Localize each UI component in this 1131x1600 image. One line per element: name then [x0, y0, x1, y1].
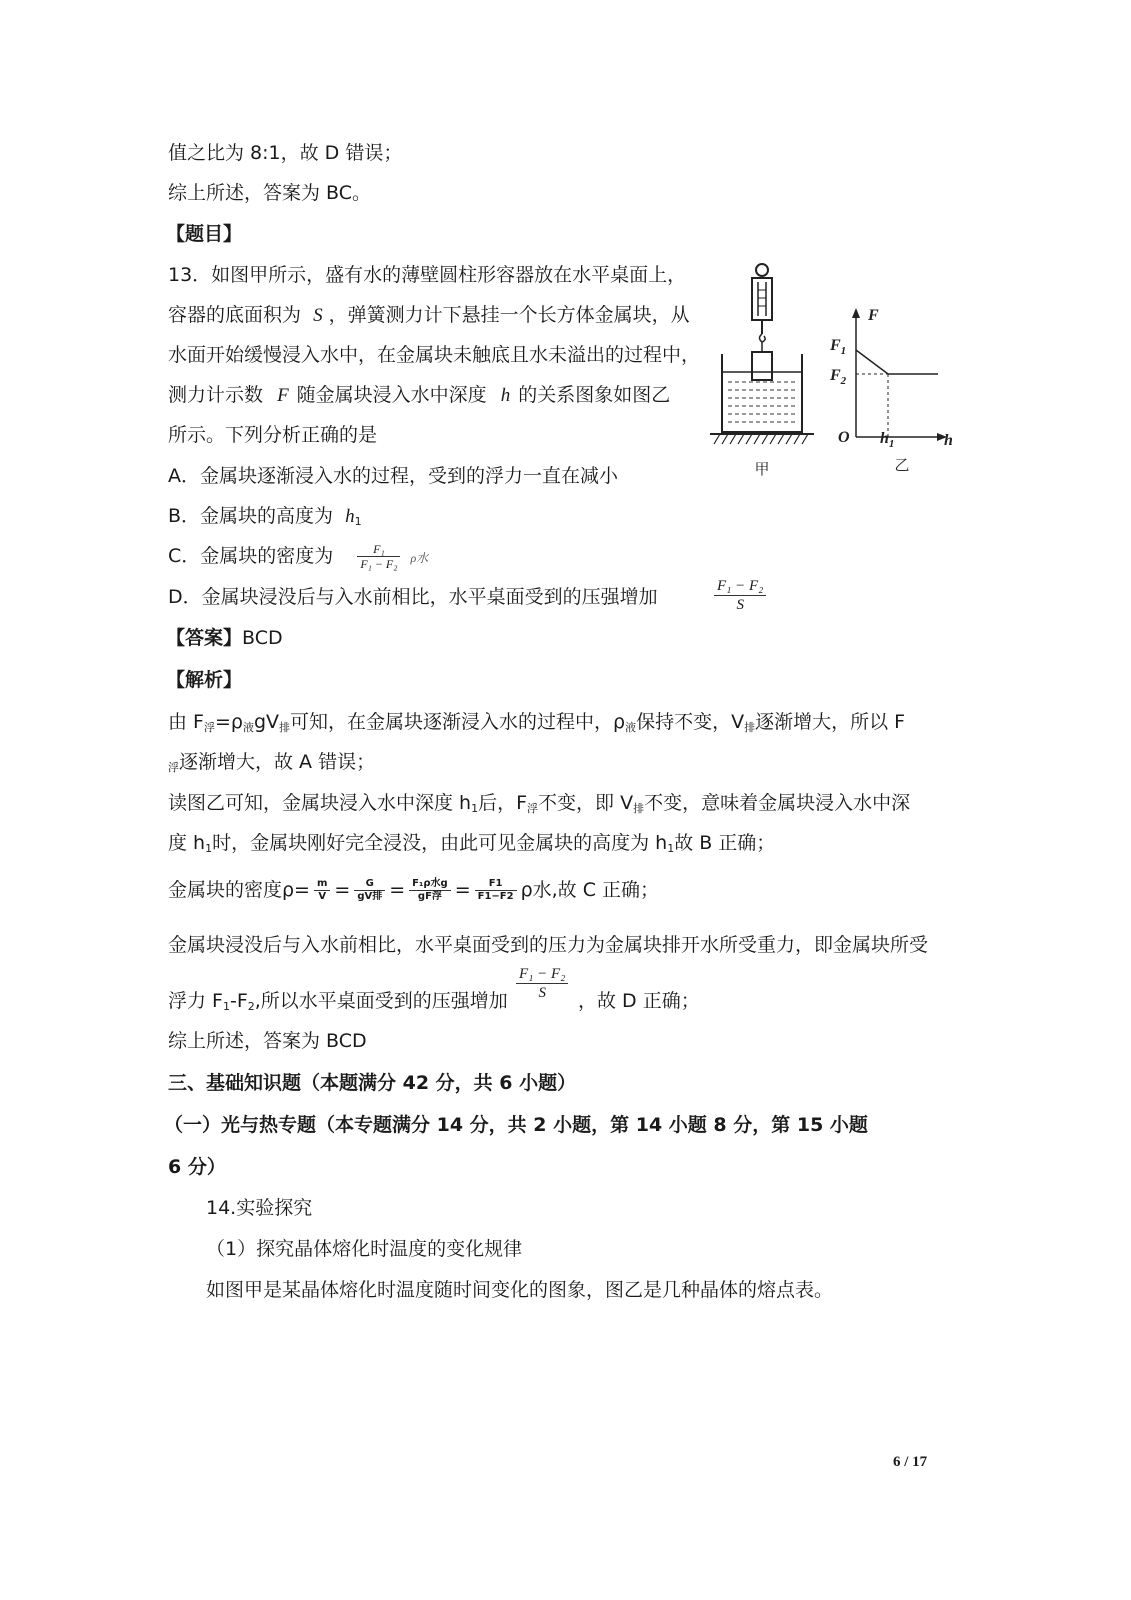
option-c-num: F₁ — [357, 542, 400, 557]
q-text: 容器的底面积为 — [168, 304, 302, 326]
a-sub: 2 — [247, 1000, 255, 1013]
f2-letter: F — [830, 367, 841, 384]
q-text: ，弹簧测力计下悬挂一个长方体金属块，从 — [328, 304, 690, 326]
option-b-text: B．金属块的高度为 — [168, 505, 334, 527]
page-number: 6 / 17 — [893, 1454, 928, 1470]
frac-num: F₁ρ水g — [409, 878, 451, 891]
a-sub: 液 — [242, 721, 254, 734]
a-text: 故 B 正确； — [674, 832, 776, 854]
q14-description: 如图甲是某晶体熔化时温度随时间变化的图象，图乙是几种晶体的熔点表。 — [206, 1279, 834, 1301]
a-sub: 1 — [205, 842, 213, 855]
question-line-2 — [168, 301, 690, 330]
answer-value: BCD — [242, 627, 283, 649]
density-frac-4 — [475, 878, 517, 903]
section-subtitle-2: 6 分） — [168, 1156, 226, 1178]
density-frac-2 — [354, 878, 385, 903]
frac-num: F₁ − F₂ — [516, 965, 568, 984]
analysis-line-7-end: ，故 D 正确； — [578, 990, 700, 1012]
origin-label: O — [838, 429, 850, 446]
a-text: 时，金属块刚好完全浸没，由此可见金属块的高度为 h — [212, 832, 668, 854]
metal-block — [752, 352, 772, 380]
table-hatching — [714, 434, 808, 444]
section-title: 三、基础知识题（本题满分 42 分，共 6 小题） — [168, 1072, 577, 1094]
option-b — [168, 502, 362, 536]
option-c-rho: ρ水 — [410, 551, 429, 565]
option-b-var: h — [345, 506, 355, 527]
option-c — [168, 538, 428, 576]
analysis-pressure-fraction — [516, 965, 568, 1002]
a-text: ,所以水平桌面受到的压强增加 — [254, 990, 508, 1012]
option-a: A．金属块逐渐浸入水的过程，受到的浮力一直在减小 — [168, 465, 618, 487]
h1-letter: h — [880, 430, 889, 447]
analysis-line-8: 综上所述，答案为 BCD — [168, 1030, 367, 1052]
var-s: S — [313, 305, 323, 326]
a-sub: 浮 — [168, 761, 179, 774]
a-text: 可知，在金属块逐渐浸入水的过程中，ρ — [290, 711, 626, 733]
option-d: D．金属块浸没后与入水前相比，水平桌面受到的压强增加 — [168, 586, 658, 608]
q14-part-1: （1）探究晶体熔化时温度的变化规律 — [206, 1238, 523, 1260]
section-subtitle-1: （一）光与热专题（本专题满分 14 分，共 2 小题，第 14 小题 8 分，第 15 小题 — [164, 1114, 868, 1136]
option-c-fraction — [357, 542, 400, 571]
question-line-5: 所示。下列分析正确的是 — [168, 424, 378, 446]
a-sub: 浮 — [527, 802, 539, 815]
figure-yi-graph — [826, 300, 961, 480]
a-sub: 液 — [625, 721, 637, 734]
f2-sub: 2 — [840, 375, 847, 387]
var-h: h — [500, 385, 511, 406]
a-sub: 排 — [279, 721, 291, 734]
prev-line-1: 值之比为 8:1，故 D 错误； — [168, 142, 403, 164]
spring-scale-body — [752, 278, 772, 320]
frac-den: F1−F2 — [477, 891, 514, 902]
analysis-line-3 — [168, 789, 910, 823]
figure-yi-label: 乙 — [894, 456, 910, 474]
option-d-num: F₁ − F₂ — [714, 577, 766, 596]
a-text: 浮力 F — [168, 990, 223, 1012]
analysis-line-1 — [168, 708, 905, 742]
option-d-den: S — [736, 597, 744, 613]
force-curve — [856, 350, 938, 374]
density-frac-1 — [314, 878, 330, 903]
analysis-line-6: 金属块浸没后与入水前相比，水平桌面受到的压力为金属块排开水所受重力，即金属块所受 — [168, 934, 929, 956]
a-text: gV — [253, 711, 280, 733]
frac-num: G — [354, 878, 385, 891]
axis-f-label: F — [868, 307, 879, 324]
water-dashes — [728, 382, 796, 422]
question-line-3: 水面开始缓慢浸入水中，在金属块未触底且水未溢出的过程中， — [168, 344, 701, 366]
y-axis-arrow — [852, 308, 860, 318]
f2-label — [829, 367, 847, 387]
q-text: 随金属块浸入水中深度 — [296, 384, 487, 406]
a-text: 后，F — [478, 792, 528, 814]
var-f: F — [277, 385, 289, 406]
hook-icon — [760, 334, 766, 342]
a-text: 保持不变，V — [636, 711, 745, 733]
a-sub: 排 — [633, 802, 645, 815]
frac-den: V — [318, 891, 327, 902]
a-sub: 浮 — [203, 721, 215, 734]
a-text: 度 h — [168, 832, 206, 854]
analysis-line-5: 金属块的密度ρ= $\frac{m}{V}$ = $\frac{G}{\text{gV排}}$ = $\frac{\text{F₁ρ水g}}{\text{gF浮}}$ = $\frac{F1}{F1-F2}$ ρ水,故 C 正确； — [168, 878, 660, 902]
spring-scale-ring — [756, 264, 768, 276]
question-heading: 【题目】 — [166, 223, 243, 245]
analysis-line-4 — [168, 829, 775, 863]
h1-sub: 1 — [888, 438, 895, 450]
option-d-fraction — [714, 577, 766, 614]
figure-jia-label: 甲 — [754, 460, 770, 478]
frac-den: gF浮 — [417, 891, 442, 902]
a-text: 金属块的密度ρ= — [168, 879, 310, 901]
option-c-den: F₁ − F₂ — [360, 557, 398, 571]
a-text: =ρ — [214, 711, 243, 733]
h1-label — [880, 430, 894, 450]
axis-h-label: h — [944, 432, 953, 449]
option-b-sub: 1 — [354, 515, 362, 528]
a-sub: 1 — [667, 842, 675, 855]
frac-num: m — [314, 878, 330, 891]
q-text: 测力计示数 — [168, 384, 264, 406]
a-text: -F — [229, 990, 248, 1012]
figure-jia — [706, 262, 818, 480]
a-text: 读图乙可知，金属块浸入水中深度 h — [168, 792, 472, 814]
answer-line — [166, 624, 283, 652]
a-text: 逐渐增大，故 A 错误； — [179, 751, 376, 773]
a-sub: 1 — [471, 802, 479, 815]
a-text: 逐渐增大，所以 F — [755, 711, 906, 733]
f1-label — [829, 337, 846, 357]
q-text: 的关系图象如图乙 — [518, 384, 671, 406]
f1-letter: F — [830, 337, 841, 354]
frac-den: gV排 — [357, 891, 383, 902]
q14-title: 14.实验探究 — [206, 1197, 313, 1219]
prev-line-2: 综上所述，答案为 BC。 — [168, 182, 372, 204]
a-text: 不变，意味着金属块浸入水中深 — [644, 792, 911, 814]
a-sub: 排 — [744, 721, 756, 734]
frac-num: F1 — [475, 878, 517, 891]
question-line-4 — [168, 381, 670, 410]
a-text: ρ水,故 C 正确； — [520, 879, 660, 901]
answer-heading: 【答案】 — [166, 627, 243, 649]
a-text: 由 F — [168, 711, 204, 733]
analysis-line-7 — [168, 987, 508, 1021]
question-line-1: 13．如图甲所示，盛有水的薄壁圆柱形容器放在水平桌面上， — [168, 264, 687, 286]
option-c-text: C．金属块的密度为 — [168, 545, 334, 567]
frac-den: S — [538, 985, 546, 1001]
a-text: 不变，即 V — [538, 792, 634, 814]
f1-sub: 1 — [840, 345, 847, 357]
analysis-line-2 — [168, 748, 375, 782]
a-sub: 1 — [222, 1000, 230, 1013]
density-frac-3 — [409, 878, 451, 903]
analysis-heading: 【解析】 — [166, 669, 243, 691]
